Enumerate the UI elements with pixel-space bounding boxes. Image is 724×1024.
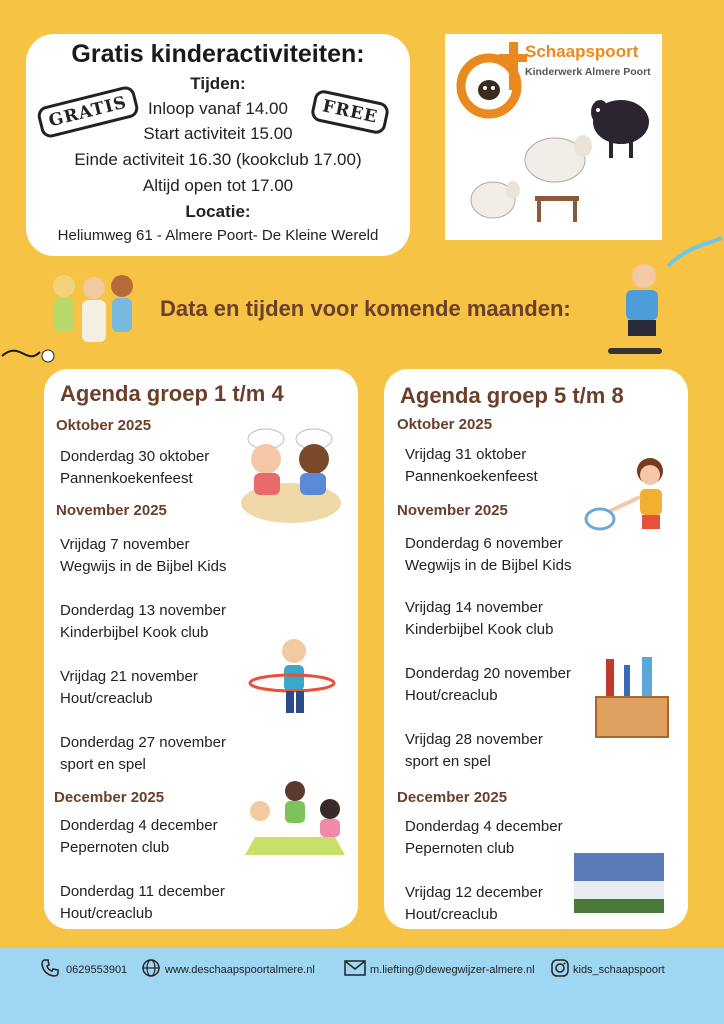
month-heading-november: November 2025 bbox=[397, 502, 508, 519]
entry-date: Donderdag 27 november bbox=[60, 734, 226, 751]
kids-group-icon bbox=[0, 268, 150, 378]
agenda-entry bbox=[60, 815, 218, 859]
entry-activity: Hout/creaclub bbox=[60, 690, 153, 707]
agenda-entry bbox=[405, 597, 553, 641]
entry-date: Vrijdag 21 november bbox=[60, 668, 198, 685]
agenda-title: Agenda groep 5 t/m 8 bbox=[400, 383, 624, 408]
phone-link[interactable]: 0629553901 bbox=[66, 964, 128, 976]
free-stamp: FREE bbox=[310, 88, 391, 135]
skateboard-kid-icon bbox=[598, 236, 724, 366]
entry-activity: Kinderbijbel Kook club bbox=[405, 621, 554, 638]
building-photo bbox=[574, 853, 664, 913]
month-heading-november: November 2025 bbox=[56, 502, 167, 519]
entry-activity: Pannenkoekenfeest bbox=[405, 468, 538, 485]
entry-activity: Hout/creaclub bbox=[405, 687, 498, 704]
times-heading: Tijden: bbox=[190, 74, 246, 93]
location-heading: Locatie: bbox=[185, 202, 251, 221]
month-heading-december: December 2025 bbox=[397, 789, 508, 806]
agenda-entry bbox=[60, 600, 226, 644]
entry-activity: Pepernoten club bbox=[405, 840, 515, 857]
logo-name: Schaapspoort bbox=[525, 42, 639, 61]
entry-activity: Hout/creaclub bbox=[405, 906, 498, 923]
agenda-entry bbox=[405, 882, 543, 926]
agenda-entry bbox=[405, 816, 563, 860]
agenda-entry bbox=[405, 729, 543, 773]
tennis-girl-icon bbox=[584, 453, 676, 549]
logo-subtitle: Kinderwerk Almere Poort bbox=[525, 66, 651, 78]
agenda-title: Agenda groep 1 t/m 4 bbox=[60, 381, 284, 406]
info-title: Gratis kinderactiviteiten: bbox=[71, 40, 365, 68]
time-end: Einde activiteit 16.30 (kookclub 17.00) bbox=[74, 150, 362, 169]
entry-date: Donderdag 6 november bbox=[405, 535, 563, 552]
month-heading-oktober: Oktober 2025 bbox=[397, 416, 493, 433]
entry-activity: Kinderbijbel Kook club bbox=[60, 624, 209, 641]
info-card bbox=[26, 34, 410, 256]
entry-activity: Wegwijs in de Bijbel Kids bbox=[60, 558, 227, 575]
agenda-card-group-1-4 bbox=[44, 369, 358, 929]
agenda-entry bbox=[60, 732, 226, 776]
chefs-baking-icon bbox=[236, 425, 346, 529]
agenda-entry bbox=[60, 534, 226, 578]
agenda-entry bbox=[405, 444, 538, 488]
gratis-stamp: GRATIS bbox=[36, 84, 141, 139]
entry-activity: Wegwijs in de Bijbel Kids bbox=[405, 557, 572, 574]
entry-date: Vrijdag 28 november bbox=[405, 731, 543, 748]
mail-icon bbox=[344, 958, 366, 978]
toolbox-icon bbox=[594, 655, 674, 741]
entry-activity: Hout/creaclub bbox=[60, 905, 153, 922]
instagram-icon bbox=[550, 958, 570, 978]
website-link[interactable]: www.deschaapspoortalmere.nl bbox=[165, 964, 315, 976]
sheep-illustration-icon bbox=[465, 90, 655, 230]
entry-date: Vrijdag 7 november bbox=[60, 536, 190, 553]
entry-activity: sport en spel bbox=[405, 753, 491, 770]
logo-card bbox=[445, 34, 662, 240]
agenda-entry bbox=[60, 881, 225, 925]
agenda-entry bbox=[405, 663, 571, 707]
month-heading-oktober: Oktober 2025 bbox=[56, 417, 152, 434]
entry-activity: Pannenkoekenfeest bbox=[60, 470, 193, 487]
agenda-entry bbox=[405, 533, 571, 577]
email-link[interactable]: m.liefting@dewegwijzer-almere.nl bbox=[370, 964, 535, 976]
entry-date: Donderdag 4 december bbox=[405, 818, 563, 835]
entry-date: Donderdag 13 november bbox=[60, 602, 226, 619]
entry-date: Donderdag 4 december bbox=[60, 817, 218, 834]
entry-date: Vrijdag 12 december bbox=[405, 884, 543, 901]
location-address: Heliumweg 61 - Almere Poort- De Kleine Wereld bbox=[57, 227, 379, 244]
entry-activity: Pepernoten club bbox=[60, 839, 170, 856]
hula-hoop-kid-icon bbox=[248, 631, 338, 723]
time-open: Altijd open tot 17.00 bbox=[142, 176, 294, 195]
time-walkin: Inloop vanaf 14.00 bbox=[148, 99, 288, 118]
month-heading-december: December 2025 bbox=[54, 789, 165, 806]
phone-icon bbox=[40, 958, 60, 978]
entry-date: Vrijdag 14 november bbox=[405, 599, 543, 616]
globe-icon bbox=[141, 958, 161, 978]
kids-boardgame-icon bbox=[240, 779, 350, 859]
entry-date: Donderdag 30 oktober bbox=[60, 448, 210, 465]
time-start: Start activiteit 15.00 bbox=[143, 124, 293, 143]
entry-date: Donderdag 20 november bbox=[405, 665, 571, 682]
entry-activity: sport en spel bbox=[60, 756, 146, 773]
instagram-link[interactable]: kids_schaapspoort bbox=[573, 964, 665, 976]
agenda-card-group-5-8 bbox=[384, 369, 688, 929]
agenda-entry bbox=[60, 446, 209, 490]
section-heading: Data en tijden voor komende maanden: bbox=[160, 296, 571, 321]
agenda-entry bbox=[60, 666, 198, 710]
entry-date: Donderdag 11 december bbox=[60, 883, 225, 900]
entry-date: Vrijdag 31 oktober bbox=[405, 446, 527, 463]
